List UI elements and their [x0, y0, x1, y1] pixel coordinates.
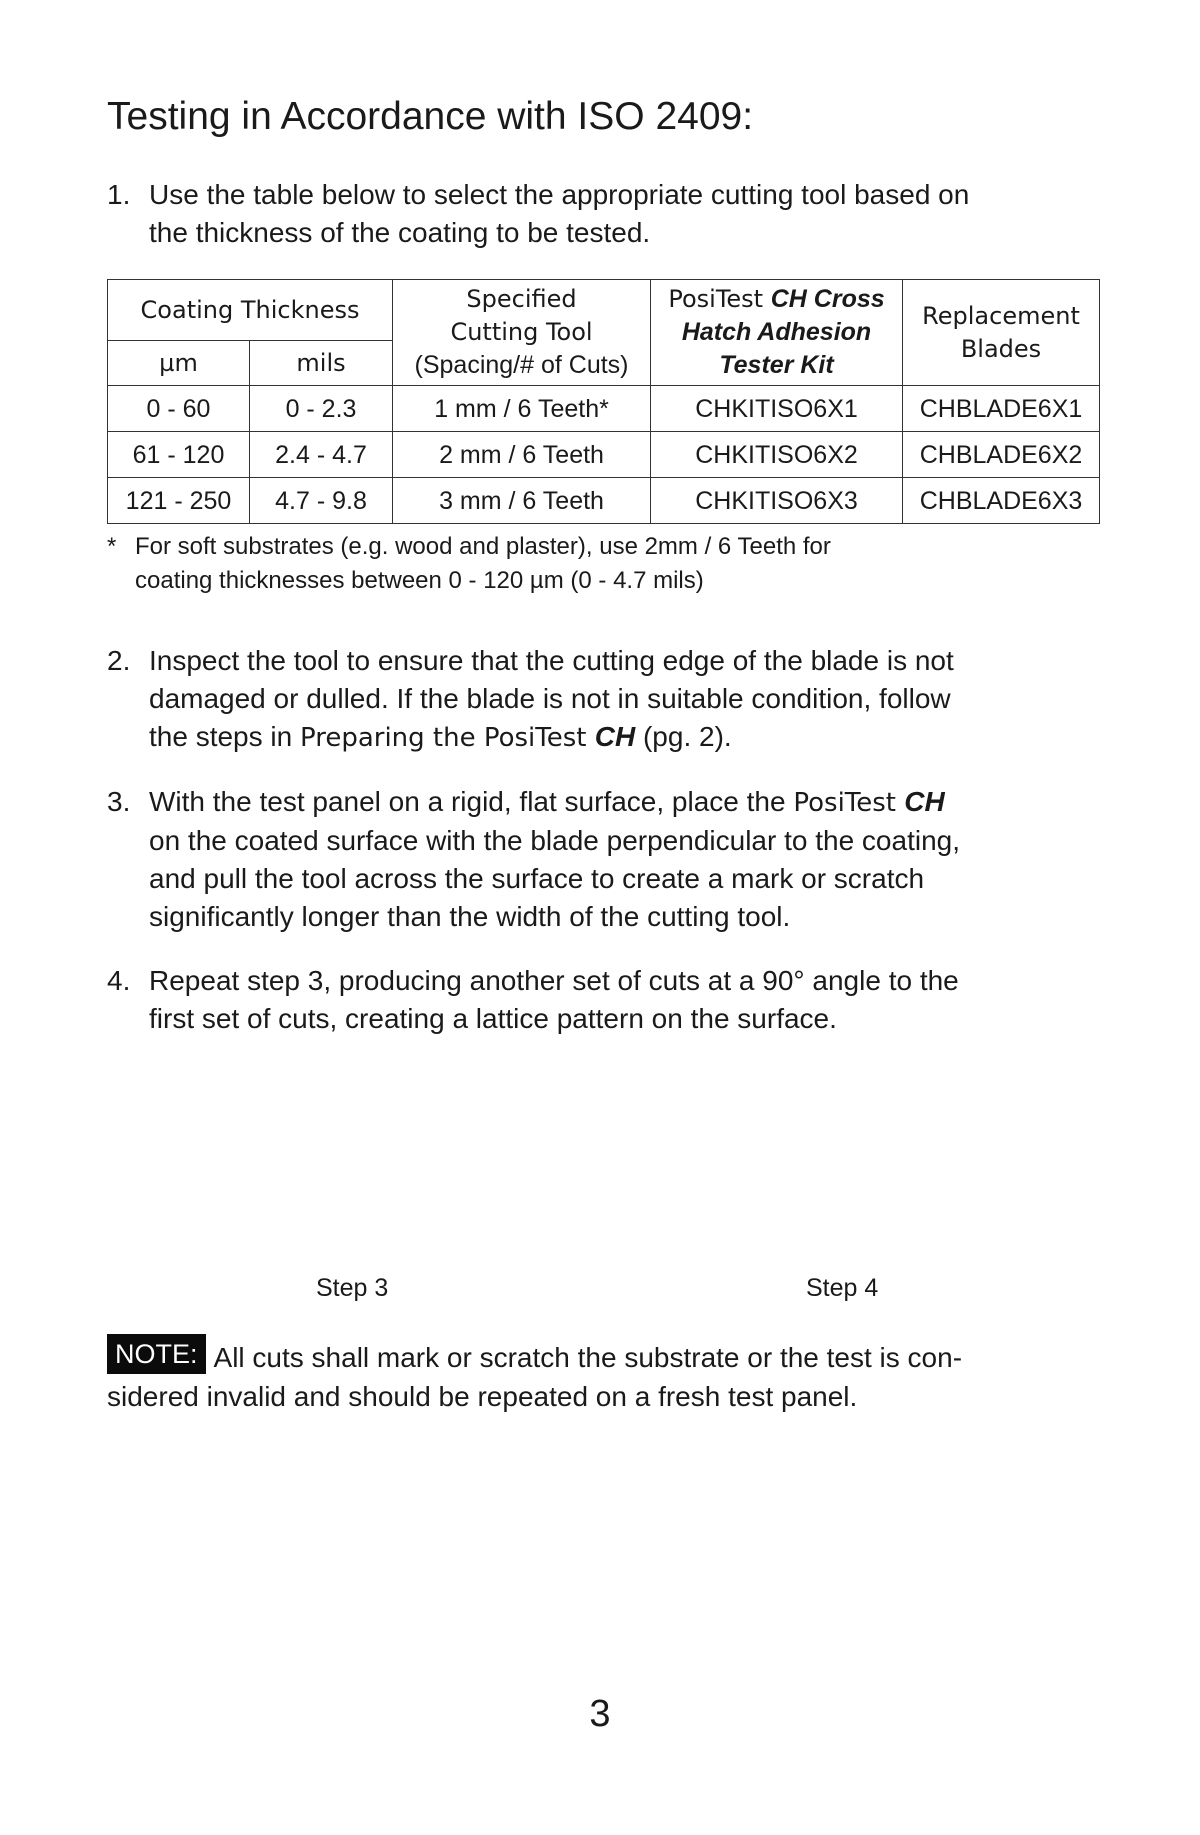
footnote-line: coating thicknesses between 0 - 120 µm (0 - 4.7 mils) — [135, 567, 704, 594]
cell-mils: 0 - 2.3 — [250, 386, 393, 432]
cell-tool: 1 mm / 6 Teeth* — [393, 386, 651, 432]
note-label: NOTE: — [107, 1334, 206, 1374]
step-line: the thickness of the coating to be tested. — [149, 217, 651, 248]
cell-blades: CHBLADE6X1 — [903, 386, 1100, 432]
footnote-marker: * — [107, 533, 117, 560]
step-line: Use the table below to select the appropriate cutting tool based on — [149, 179, 970, 210]
table-row — [108, 478, 1100, 524]
cell-mils: 2.4 - 4.7 — [250, 432, 393, 478]
header-cutting-tool: Specified Cutting Tool (Spacing/# of Cuts) — [393, 280, 651, 386]
step-line: With the test panel on a rigid, flat surface, place the PosiTest CH — [149, 786, 945, 818]
step-text — [149, 783, 1107, 936]
cell-kit: CHKITISO6X1 — [651, 386, 903, 432]
note-callout — [107, 1338, 1107, 1416]
step-number: 3. — [107, 786, 131, 817]
step-line: and pull the tool across the surface to create a mark or scratch — [149, 863, 925, 894]
step-2 — [107, 642, 1107, 757]
table-footnote — [107, 530, 1007, 598]
step-line: the steps in Preparing the PosiTest CH (pg. 2). — [149, 721, 732, 753]
note-text-line: All cuts shall mark or scratch the substrate or the test is con- — [213, 1342, 963, 1373]
step-text — [149, 962, 1107, 1038]
cell-kit: CHKITISO6X2 — [651, 432, 903, 478]
step-line: Repeat step 3, producing another set of cuts at a 90° angle to the — [149, 965, 959, 996]
page-title: Testing in Accordance with ISO 2409: — [107, 95, 754, 138]
step-3 — [107, 783, 1107, 936]
cell-tool: 3 mm / 6 Teeth — [393, 478, 651, 524]
step-text — [149, 642, 1107, 757]
header-replacement-blades: Replacement Blades — [903, 280, 1100, 386]
step-1 — [107, 176, 1107, 252]
page-number: 3 — [589, 1693, 611, 1735]
step-line: Inspect the tool to ensure that the cutting edge of the blade is not — [149, 645, 954, 676]
header-coating-thickness: Coating Thickness — [108, 280, 393, 341]
step-number: 4. — [107, 965, 131, 996]
step-4 — [107, 962, 1107, 1038]
cell-um: 0 - 60 — [108, 386, 250, 432]
footnote-line: For soft substrates (e.g. wood and plaster), use 2mm / 6 Teeth for — [135, 533, 831, 560]
section-reference: Preparing the PosiTest — [299, 723, 595, 753]
step-line: on the coated surface with the blade perpendicular to the coating, — [149, 825, 960, 856]
cell-tool: 2 mm / 6 Teeth — [393, 432, 651, 478]
header-tester-kit: PosiTest CH Cross Hatch Adhesion Tester Kit — [651, 280, 903, 386]
step-line: first set of cuts, creating a lattice pattern on the surface. — [149, 1003, 837, 1034]
cell-blades: CHBLADE6X2 — [903, 432, 1100, 478]
cell-um: 121 - 250 — [108, 478, 250, 524]
note-text-line: sidered invalid and should be repeated on a fresh test panel. — [107, 1381, 858, 1412]
cutting-tool-table — [107, 279, 1100, 524]
step-line: significantly longer than the width of the cutting tool. — [149, 901, 791, 932]
figure-caption-step-3: Step 3 — [316, 1274, 389, 1302]
cell-blades: CHBLADE6X3 — [903, 478, 1100, 524]
table-row — [108, 386, 1100, 432]
header-um: µm — [108, 341, 250, 386]
step-number: 1. — [107, 179, 131, 210]
cell-um: 61 - 120 — [108, 432, 250, 478]
cell-mils: 4.7 - 9.8 — [250, 478, 393, 524]
cell-kit: CHKITISO6X3 — [651, 478, 903, 524]
figure-caption-step-4: Step 4 — [806, 1274, 879, 1302]
table-row — [108, 432, 1100, 478]
header-mils: mils — [250, 341, 393, 386]
step-number: 2. — [107, 645, 131, 676]
step-line: damaged or dulled. If the blade is not in suitable condition, follow — [149, 683, 951, 714]
step-text — [149, 176, 1107, 252]
